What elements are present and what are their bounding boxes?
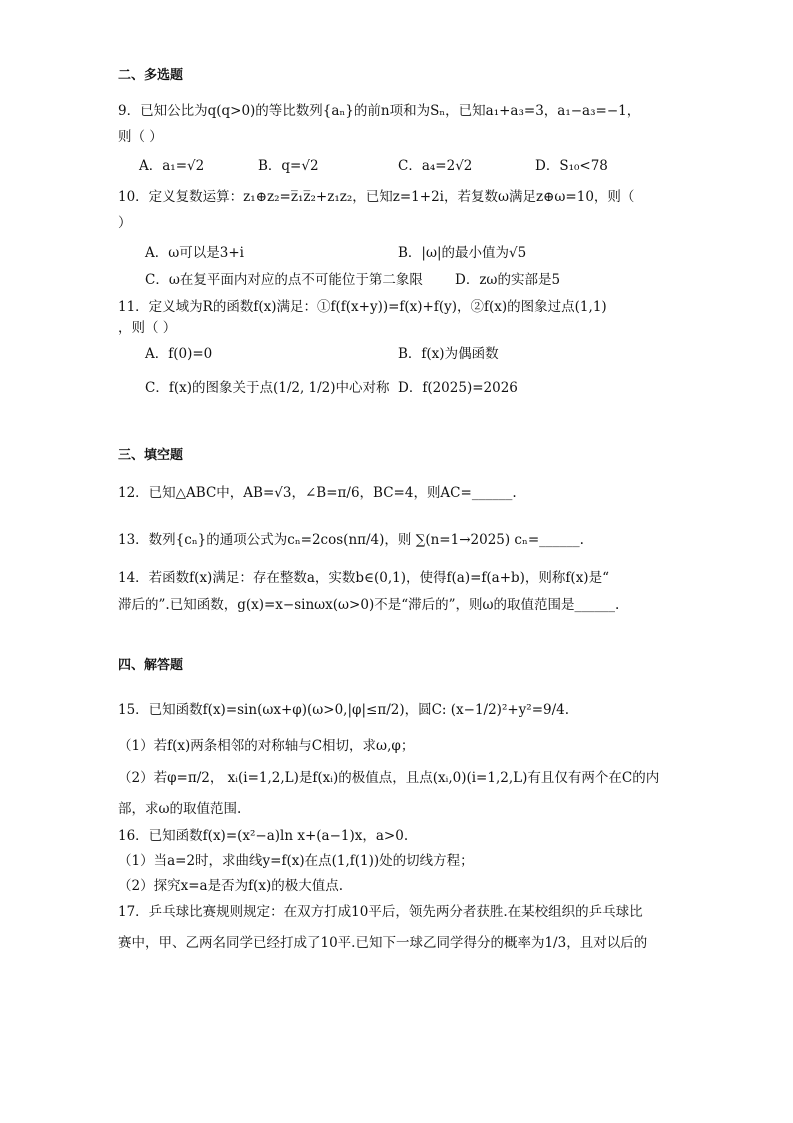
question-10-stem: 10．定义复数运算：z₁⊕z₂=z̅₁z̅₂+z₁z₂，已知z=1+2i，若复数ω满足z⊕ω=10，则（ — [118, 189, 635, 205]
question-11-option-a: A．f(0)=0 — [145, 346, 213, 362]
question-17-line-2: 赛中，甲、乙两名同学已经打成了10平.已知下一球乙同学得分的概率为1/3，且对以后的 — [118, 935, 648, 951]
question-15-line-2: （1）若f(x)两条相邻的对称轴与C相切，求ω,φ； — [118, 738, 415, 754]
question-9-option-c: C．a₄=2√2 — [398, 158, 473, 174]
question-10-option-a: A．ω可以是3+i — [145, 245, 244, 261]
section-heading-solve: 四、解答题 — [118, 658, 184, 673]
question-15-line-1: 15．已知函数f(x)=sin(ωx+φ)(ω>0,|φ|≤π/2)，圆C: (x−1/2)²+y²=9/4. — [118, 702, 570, 718]
section-heading-fill-in: 三、填空题 — [118, 448, 184, 463]
question-12: 12．已知△ABC中，AB=√3，∠B=π/6，BC=4，则AC=______. — [118, 485, 517, 501]
question-16-line-2: （1）当a=2时，求曲线y=f(x)在点(1,f(1))处的切线方程； — [118, 853, 474, 869]
question-9-stem: 9．已知公比为q(q>0)的等比数列{aₙ}的前n项和为Sₙ，已知a₁+a₃=3，a₁−a₃=−1， — [118, 103, 641, 119]
question-9-option-b: B．q=√2 — [258, 158, 319, 174]
question-11-option-c: C．f(x)的图象关于点(1/2, 1/2)中心对称 — [145, 380, 390, 396]
question-10-option-b: B．|ω|的最小值为√5 — [398, 245, 527, 261]
question-11-option-b: B．f(x)为偶函数 — [398, 346, 499, 362]
question-14-line-2: 滞后的”.已知函数，g(x)=x−sinωx(ω>0)不是“滞后的”，则ω的取值范围是______. — [118, 597, 620, 613]
question-10-option-c: C．ω在复平面内对应的点不可能位于第二象限 — [145, 272, 423, 288]
question-11-option-d: D．f(2025)=2026 — [398, 380, 518, 396]
question-10-stem-cont: ） — [118, 215, 132, 231]
question-13: 13．数列{cₙ}的通项公式为cₙ=2cos(nπ/4)，则 ∑(n=1→2025) cₙ=______. — [118, 532, 584, 548]
question-9-option-a: A．a₁=√2 — [139, 158, 205, 174]
question-14-line-1: 14．若函数f(x)满足：存在整数a，实数b∈(0,1)，使得f(a)=f(a+b)，则称f(x)是“ — [118, 570, 609, 586]
question-11-stem: 11．定义域为R的函数f(x)满足：①f(f(x+y))=f(x)+f(y)，②f(x)的图象过点(1,1) — [118, 299, 607, 315]
question-10-option-d: D．zω的实部是5 — [455, 272, 561, 288]
question-11-stem-cont: ，则（ ） — [118, 320, 177, 336]
question-16-line-1: 16．已知函数f(x)=(x²−a)ln x+(a−1)x，a>0. — [118, 828, 409, 844]
question-17-line-1: 17．乒乓球比赛规则规定：在双方打成10平后，领先两分者获胜.在某校组织的乒乓球比 — [118, 904, 643, 920]
question-9-stem-cont: 则（ ） — [118, 129, 163, 145]
question-16-line-3: （2）探究x=a是否为f(x)的极大值点. — [118, 878, 343, 894]
question-9-option-d: D．S₁₀<78 — [535, 158, 608, 174]
question-15-line-4: 部，求ω的取值范围. — [118, 801, 242, 817]
question-15-line-3: （2）若φ=π/2， xᵢ(i=1,2,L)是f(xᵢ)的极值点，且点(xᵢ,0)(i=1,2,L)有且仅有两个在C的内 — [118, 770, 660, 786]
section-heading-multiple-choice: 二、多选题 — [118, 68, 184, 83]
